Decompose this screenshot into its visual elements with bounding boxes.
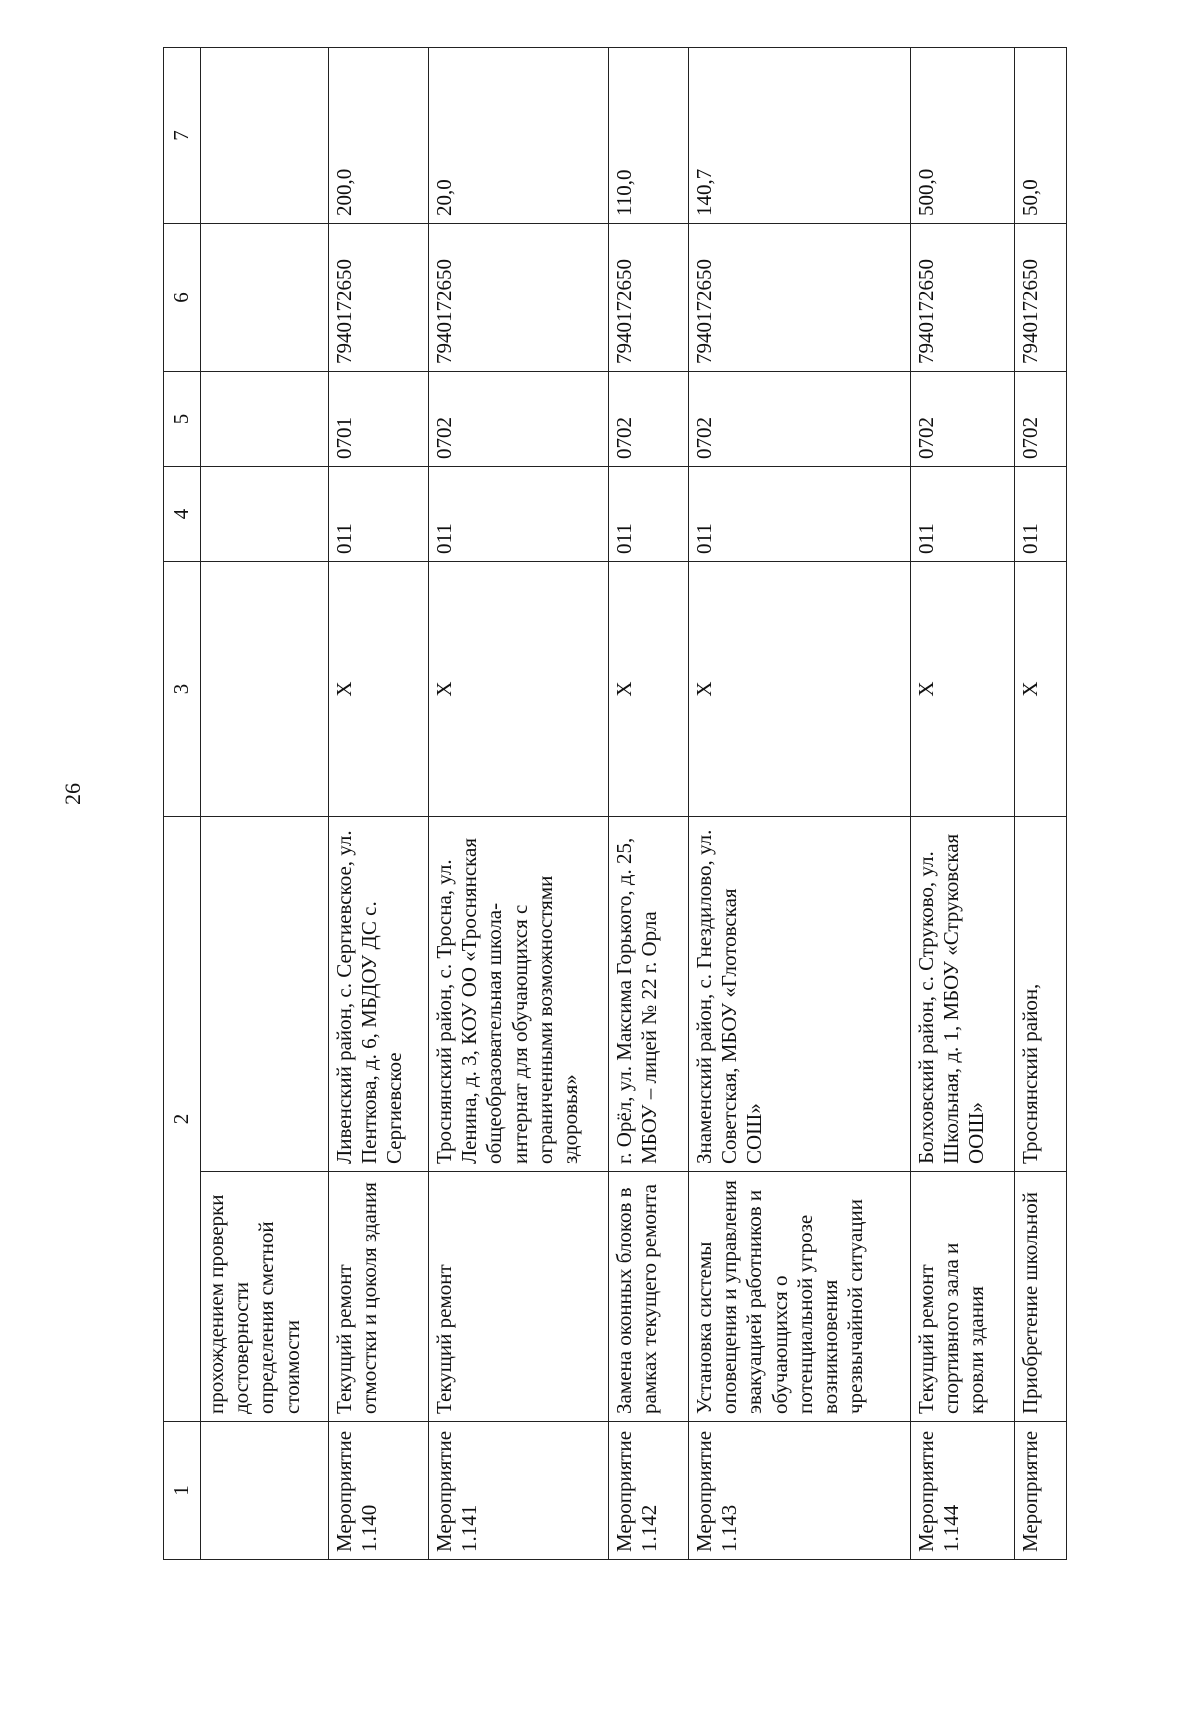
cell-code4 [201, 467, 329, 562]
rotated-table-wrapper [163, 48, 1065, 1560]
cell-description: прохождением проверки достоверности определения сметной стоимости [201, 1172, 329, 1422]
cell-code5: 0702 [911, 372, 1015, 467]
cell-code4: 011 [911, 467, 1015, 562]
header-cell-4: 4 [164, 467, 201, 562]
cell-amount: 140,7 [689, 48, 911, 224]
header-cell-6: 6 [164, 224, 201, 372]
cell-code6: 7940172650 [689, 224, 911, 372]
cell-mark: X [429, 562, 609, 817]
cell-code5: 0702 [429, 372, 609, 467]
cell-code4: 011 [429, 467, 609, 562]
cell-amount: 200,0 [329, 48, 429, 224]
cell-code6: 7940172650 [429, 224, 609, 372]
cell-amount: 50,0 [1015, 48, 1067, 224]
cell-event [201, 1422, 329, 1560]
table-row [911, 48, 1015, 1560]
header-cell-5: 5 [164, 372, 201, 467]
cell-code6 [201, 224, 329, 372]
table-row [689, 48, 911, 1560]
cell-code6: 7940172650 [1015, 224, 1067, 372]
cell-code6: 7940172650 [911, 224, 1015, 372]
cell-event: Мероприятие 1.141 [429, 1422, 609, 1560]
cell-description: Текущий ремонт [429, 1172, 609, 1422]
cell-description: Текущий ремонт спортивного зала и кровли здания [911, 1172, 1015, 1422]
cell-code6: 7940172650 [329, 224, 429, 372]
events-table [163, 47, 1067, 1560]
cell-code4: 011 [329, 467, 429, 562]
cell-address [201, 817, 329, 1172]
header-cell-3: 3 [164, 562, 201, 817]
cell-amount: 110,0 [609, 48, 689, 224]
cell-address: г. Орёл, ул. Максима Горького, д. 25, МБОУ – лицей № 22 г. Орла [609, 817, 689, 1172]
header-cell-1: 1 [164, 1422, 201, 1560]
cell-address: Знаменский район, с. Гнездилово, ул. Советская, МБОУ «Глотовская СОШ» [689, 817, 911, 1172]
cell-description: Замена оконных блоков в рамках текущего ремонта [609, 1172, 689, 1422]
cell-code5: 0701 [329, 372, 429, 467]
cell-event: Мероприятие 1.144 [911, 1422, 1015, 1560]
cell-address: Троснянский район, [1015, 817, 1067, 1172]
cell-description: Текущий ремонт отмостки и цоколя здания [329, 1172, 429, 1422]
cell-event: Мероприятие 1.140 [329, 1422, 429, 1560]
cell-description: Приобретение школьной [1015, 1172, 1067, 1422]
cell-amount: 20,0 [429, 48, 609, 224]
cell-description: Установка системы оповещения и управления эвакуацией работников и обучающихся о потенциальной угрозе возникновения чрезвычайной ситуации [689, 1172, 911, 1422]
cell-code4: 011 [689, 467, 911, 562]
cell-mark: X [329, 562, 429, 817]
cell-mark: X [911, 562, 1015, 817]
cell-amount: 500,0 [911, 48, 1015, 224]
cell-event: Мероприятие 1.143 [689, 1422, 911, 1560]
cell-address: Болховский район, с. Струково, ул. Школьная, д. 1, МБОУ «Струковская ООШ» [911, 817, 1015, 1172]
table-row [1015, 48, 1067, 1560]
cell-code5: 0702 [609, 372, 689, 467]
cell-mark: X [689, 562, 911, 817]
table-row [609, 48, 689, 1560]
cell-code5: 0702 [689, 372, 911, 467]
header-cell-7: 7 [164, 48, 201, 224]
page-number: 26 [60, 783, 85, 805]
cell-mark: X [1015, 562, 1067, 817]
cell-code6: 7940172650 [609, 224, 689, 372]
table-row-continuation [201, 48, 329, 1560]
cell-mark: X [609, 562, 689, 817]
table-row [329, 48, 429, 1560]
cell-amount [201, 48, 329, 224]
cell-mark [201, 562, 329, 817]
cell-code4: 011 [1015, 467, 1067, 562]
table-row [429, 48, 609, 1560]
cell-code5: 0702 [1015, 372, 1067, 467]
cell-code4: 011 [609, 467, 689, 562]
cell-address: Ливенский район, с. Сергиевское, ул. Пенткова, д. 6, МБДОУ ДС с. Сергиевское [329, 817, 429, 1172]
cell-event: Мероприятие 1.142 [609, 1422, 689, 1560]
header-cell-2: 2 [164, 817, 201, 1422]
cell-event: Мероприятие [1015, 1422, 1067, 1560]
cell-address: Троснянский район, с. Тросна, ул. Ленина, д. 3, КОУ ОО «Троснянская общеобразовательная школа-интернат для обучающихся с ограниченными возможностями здоровья» [429, 817, 609, 1172]
cell-code5 [201, 372, 329, 467]
table-header-row [164, 48, 201, 1560]
